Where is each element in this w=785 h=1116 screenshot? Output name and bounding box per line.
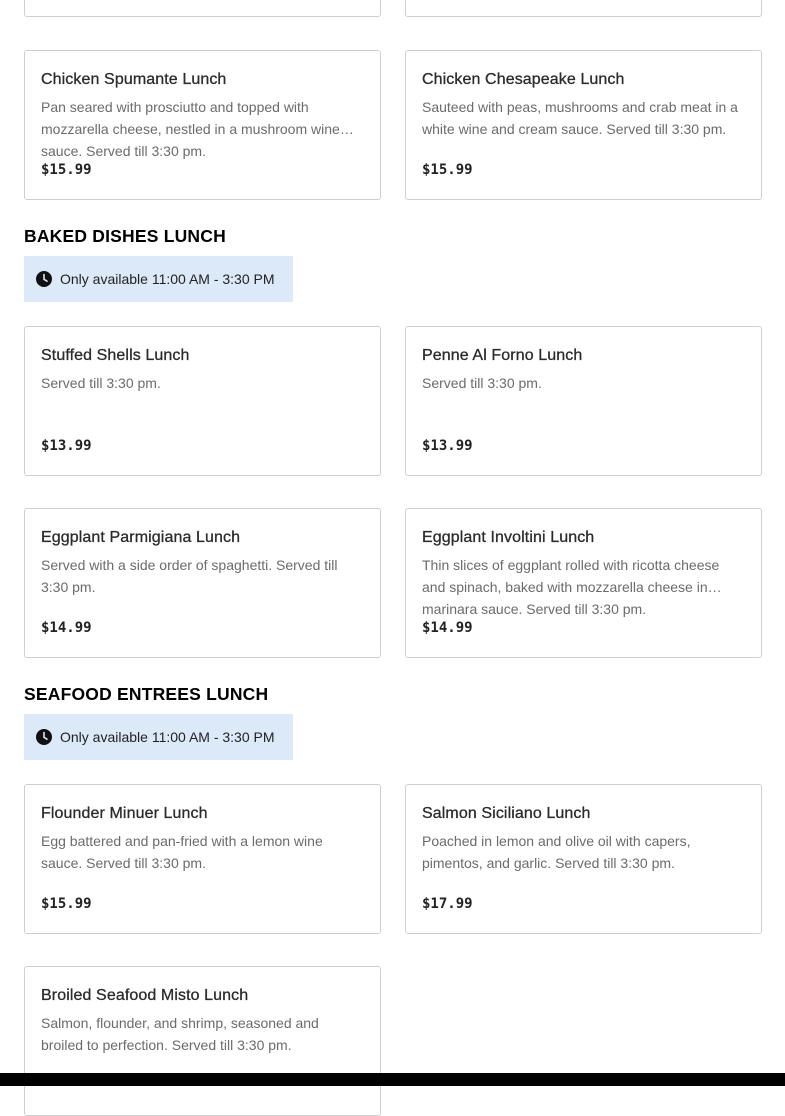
availability-banner — [24, 256, 293, 302]
availability-text: Only available 11:00 AM - 3:30 PM — [60, 271, 275, 287]
menu-item-description: Served with a side order of spaghetti. Served till 3:30 pm. — [41, 557, 338, 595]
menu-item-card[interactable] — [405, 326, 762, 476]
menu-item-card[interactable] — [24, 326, 381, 476]
menu-item-title: Eggplant Involtini Lunch — [422, 529, 595, 546]
menu-item-description: Salmon, flounder, and shrimp, seasoned and broiled to perfection. Served till 3:30 pm. — [41, 1015, 319, 1053]
menu-item-description: Served till 3:30 pm. — [422, 375, 542, 391]
menu-item-card[interactable] — [405, 508, 762, 658]
menu-item-description: Served till 3:30 pm. — [41, 375, 161, 391]
menu-item-title: Chicken Chesapeake Lunch — [422, 71, 625, 88]
menu-item-description: Sauteed with peas, mushrooms and crab meat in a white wine and cream sauce. Served till 3:30 pm. — [422, 99, 738, 137]
menu-item-title: Penne Al Forno Lunch — [422, 347, 583, 364]
menu-item-card[interactable] — [24, 50, 381, 200]
availability-text: Only available 11:00 AM - 3:30 PM — [60, 729, 275, 745]
menu-item-title: Broiled Seafood Misto Lunch — [41, 987, 249, 1004]
menu-item-price: $15.99 — [41, 162, 92, 178]
menu-item-description: Poached in lemon and olive oil with capers, pimentos, and garlic. Served till 3:30 pm. — [422, 833, 691, 871]
menu-item-card[interactable] — [405, 0, 762, 17]
menu-item-title: Flounder Minuer Lunch — [41, 805, 208, 822]
clock-icon — [36, 729, 52, 745]
section-title: BAKED DISHES LUNCH — [24, 226, 226, 246]
menu-item-title: Stuffed Shells Lunch — [41, 347, 190, 364]
bottom-bar — [0, 1073, 785, 1086]
menu-item-price: $15.99 — [422, 162, 473, 178]
menu-item-card[interactable] — [24, 0, 381, 17]
menu-item-price: $14.99 — [41, 620, 92, 636]
menu-item-description: Pan seared with prosciutto and topped with mozzarella cheese, nestled in a mushroom wine sauce. Served till 3:30 pm. — [41, 99, 340, 159]
menu-item-title: Eggplant Parmigiana Lunch — [41, 529, 241, 546]
menu-item-price: $13.99 — [41, 438, 92, 454]
section-title: SEAFOOD ENTREES LUNCH — [24, 684, 269, 704]
menu-item-card[interactable] — [405, 784, 762, 934]
menu-item-card[interactable] — [24, 784, 381, 934]
availability-banner — [24, 714, 293, 760]
menu-item-card[interactable] — [405, 50, 762, 200]
menu-item-description: Thin slices of eggplant rolled with ricotta cheese and spinach, baked with mozzarella cheese in marinara sauce. Served till 3:30 pm. — [422, 557, 720, 617]
menu-item-title: Salmon Siciliano Lunch — [422, 805, 591, 822]
menu-item-card[interactable] — [24, 508, 381, 658]
clock-icon — [36, 271, 52, 287]
menu-item-price: $15.99 — [41, 896, 92, 912]
menu-item-price: $17.99 — [422, 896, 473, 912]
menu-item-price: $13.99 — [422, 438, 473, 454]
menu-item-card[interactable] — [24, 966, 381, 1116]
menu-item-title: Chicken Spumante Lunch — [41, 71, 227, 88]
menu-item-description: Egg battered and pan-fried with a lemon wine sauce. Served till 3:30 pm. — [41, 833, 323, 871]
menu-item-price: $14.99 — [422, 620, 473, 636]
